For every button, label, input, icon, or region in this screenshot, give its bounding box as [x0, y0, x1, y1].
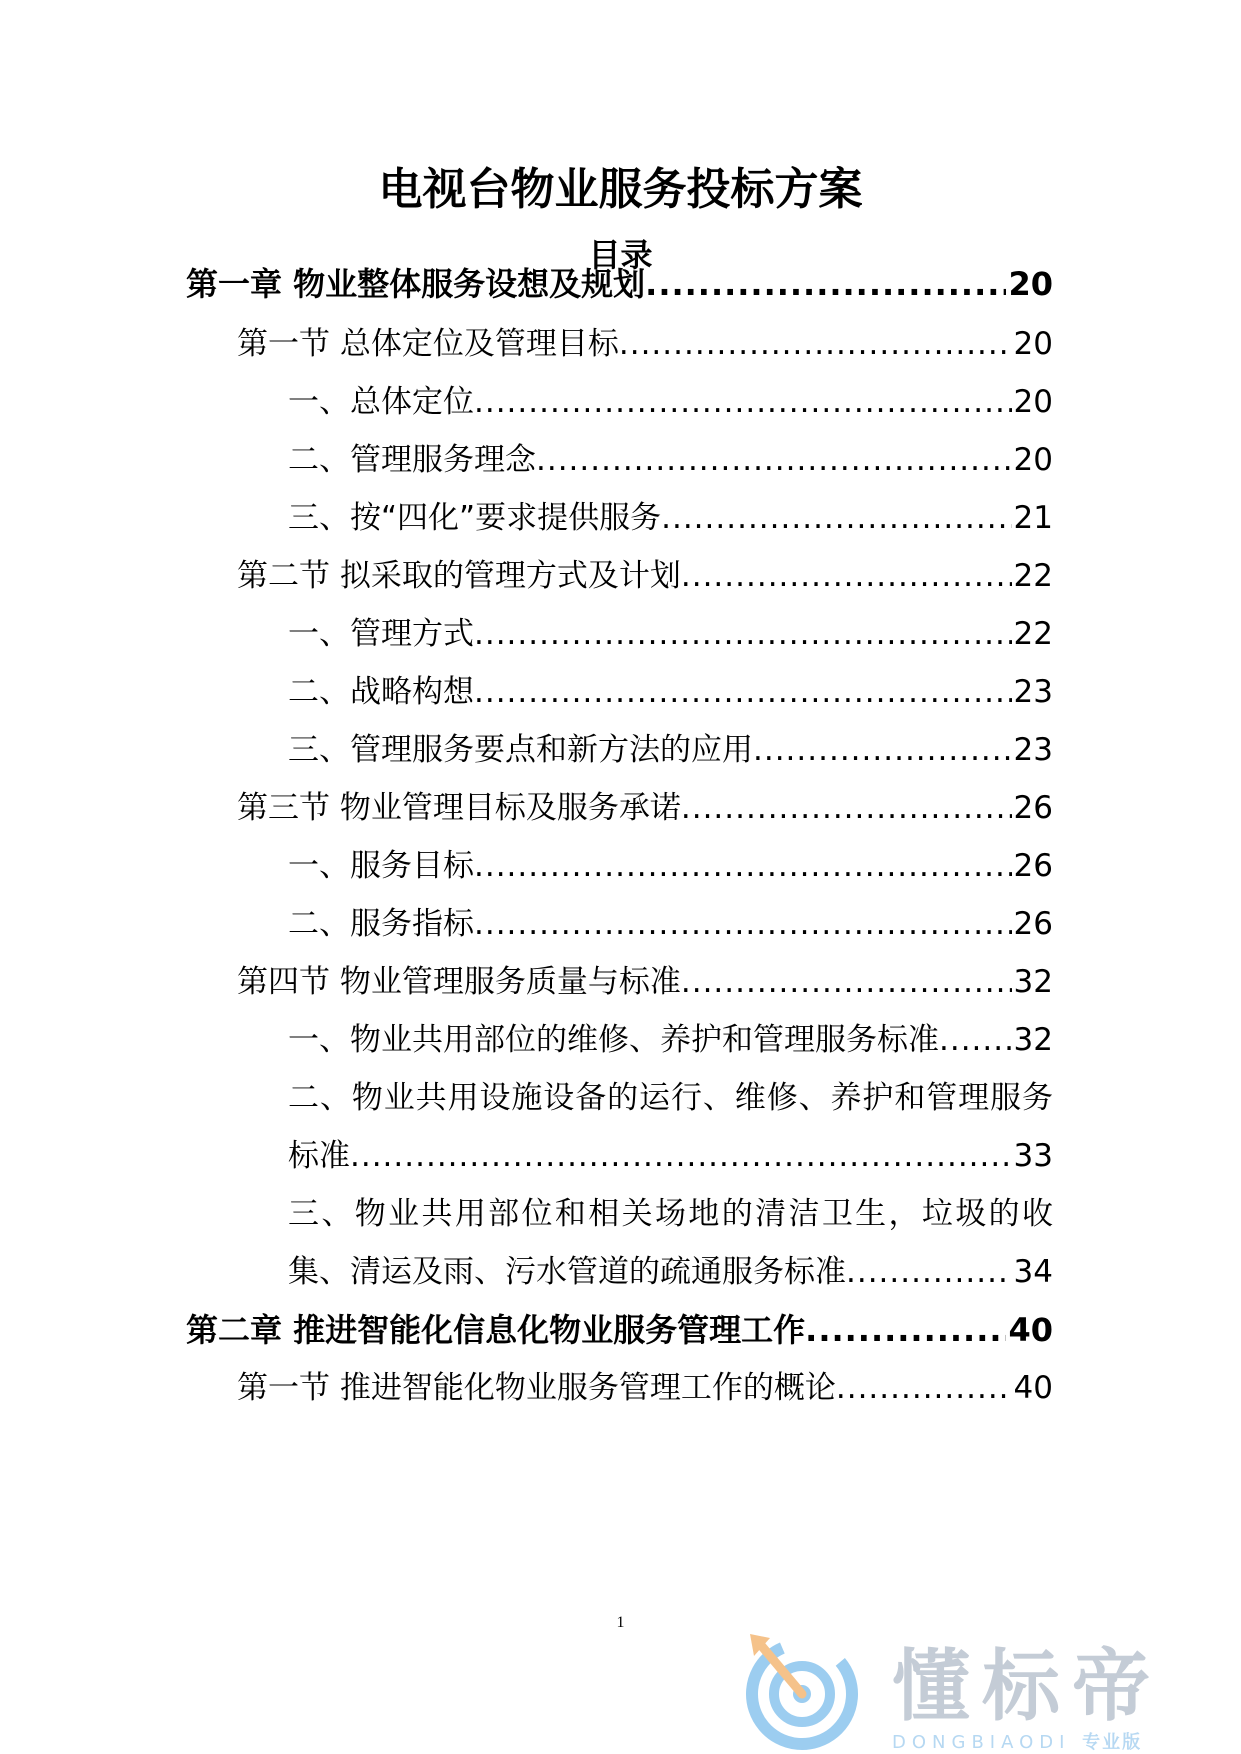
toc-entry-page: 20	[1008, 265, 1053, 303]
toc-dot-leader	[645, 258, 1006, 310]
toc-entry-label: 一、总体定位	[288, 384, 474, 420]
toc-entry-page: 32	[1013, 964, 1053, 1000]
toc-entry-page: 23	[1013, 674, 1053, 710]
toc-dot-leader	[474, 666, 1012, 718]
toc-entry-item-line1[interactable]: 三、物业共用部位和相关场地的清洁卫生，垃圾的收	[288, 1196, 1053, 1232]
toc-entry-label: 第四节 物业管理服务质量与标准	[237, 964, 681, 1000]
toc-dot-leader	[619, 318, 1012, 370]
watermark-brand-text: 懂标帝	[892, 1642, 1163, 1732]
toc-dot-leader	[681, 956, 1012, 1008]
toc-dot-leader	[939, 1014, 1012, 1066]
toc-entry-page: 32	[1013, 1022, 1053, 1058]
toc-entry-page: 26	[1013, 906, 1053, 942]
toc-entry-page: 22	[1013, 616, 1053, 652]
toc-entry-label: 第二节 拟采取的管理方式及计划	[237, 558, 681, 594]
toc-dot-leader	[805, 1304, 1006, 1356]
toc-entry-label: 一、物业共用部位的维修、养护和管理服务标准	[288, 1022, 939, 1058]
brand-watermark	[740, 1630, 1240, 1754]
toc-entry-page: 20	[1013, 384, 1053, 420]
watermark-edition: 专业版	[1082, 1732, 1143, 1753]
toc-entry-section-1-1[interactable]	[237, 318, 1053, 370]
toc-entry-item[interactable]	[288, 898, 1053, 950]
toc-entry-page: 26	[1013, 848, 1053, 884]
page-number: 1	[616, 1614, 625, 1631]
toc-entry-label: 一、管理方式	[288, 616, 474, 652]
toc-entry-label: 一、服务目标	[288, 848, 474, 884]
target-arrow-icon	[740, 1630, 870, 1754]
document-title: 电视台物业服务投标方案	[378, 164, 863, 215]
watermark-pinyin: DONGBIAODI	[892, 1732, 1071, 1753]
toc-dot-leader	[350, 1130, 1012, 1182]
toc-dot-leader	[474, 608, 1012, 660]
toc-entry-item[interactable]	[288, 840, 1053, 892]
toc-entry-label: 第一节 推进智能化物业服务管理工作的概论	[237, 1370, 836, 1406]
toc-dot-leader	[536, 434, 1012, 486]
toc-entry-label: 二、服务指标	[288, 906, 474, 942]
toc-entry-section-1-4[interactable]	[237, 956, 1053, 1008]
toc-dot-leader	[474, 840, 1012, 892]
toc-entry-section-1-3[interactable]	[237, 782, 1053, 834]
toc-entry-item[interactable]	[288, 376, 1053, 428]
toc-dot-leader	[681, 782, 1012, 834]
toc-entry-page: 20	[1013, 326, 1053, 362]
toc-entry-label: 标准	[288, 1138, 350, 1174]
toc-entry-section-1-2[interactable]	[237, 550, 1053, 602]
toc-entry-item[interactable]	[288, 724, 1053, 776]
toc-dot-leader	[681, 550, 1012, 602]
toc-entry-label: 集、清运及雨、污水管道的疏通服务标准	[288, 1254, 846, 1290]
toc-entry-page: 34	[1013, 1254, 1053, 1290]
toc-entry-label: 第一章 物业整体服务设想及规划	[186, 265, 646, 303]
toc-entry-item-line1[interactable]: 二、物业共用设施设备的运行、维修、养护和管理服务	[288, 1080, 1053, 1116]
toc-dot-leader	[836, 1362, 1012, 1414]
watermark-subtitle	[892, 1728, 1142, 1754]
toc-entry-item[interactable]	[288, 492, 1053, 544]
toc-entry-label: 二、管理服务理念	[288, 442, 536, 478]
toc-dot-leader	[474, 898, 1012, 950]
toc-entry-item[interactable]	[288, 608, 1053, 660]
toc-entry-page: 22	[1013, 558, 1053, 594]
toc-entry-item[interactable]	[288, 666, 1053, 718]
toc-entry-page: 26	[1013, 790, 1053, 826]
toc-entry-label: 第二章 推进智能化信息化物业服务管理工作	[186, 1311, 806, 1349]
toc-dot-leader	[846, 1246, 1012, 1298]
toc-dot-leader	[474, 376, 1012, 428]
toc-heading: 目录	[588, 236, 653, 274]
toc-entry-item[interactable]	[288, 1130, 1053, 1182]
toc-entry-item[interactable]	[288, 1246, 1053, 1298]
toc-dot-leader	[661, 492, 1011, 544]
toc-entry-label: 三、按“四化”要求提供服务	[288, 500, 662, 536]
toc-entry-chapter-2[interactable]	[186, 1304, 1053, 1356]
toc-entry-label: 第一节 总体定位及管理目标	[237, 326, 619, 362]
toc-entry-label: 第三节 物业管理目标及服务承诺	[237, 790, 681, 826]
toc-entry-item[interactable]	[288, 434, 1053, 486]
toc-entry-page: 33	[1013, 1138, 1053, 1174]
toc-entry-item[interactable]	[288, 1014, 1053, 1066]
toc-entry-page: 20	[1013, 442, 1053, 478]
toc-entry-page: 21	[1013, 500, 1053, 536]
toc-entry-page: 23	[1013, 732, 1053, 768]
toc-entry-label: 二、战略构想	[288, 674, 474, 710]
toc-entry-label: 三、管理服务要点和新方法的应用	[288, 732, 753, 768]
toc-entry-chapter-1[interactable]	[186, 258, 1053, 310]
toc-entry-section-2-1[interactable]	[237, 1362, 1053, 1414]
toc-dot-leader	[753, 724, 1012, 776]
toc-entry-page: 40	[1013, 1370, 1053, 1406]
toc-entry-page: 40	[1008, 1311, 1053, 1349]
